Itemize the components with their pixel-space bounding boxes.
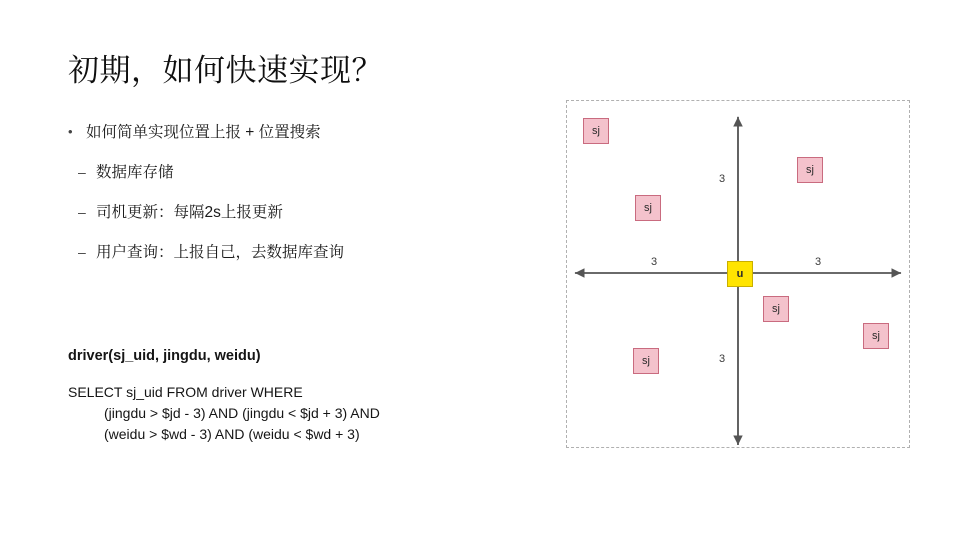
sql-line-1: SELECT sj_uid FROM driver WHERE <box>68 384 303 400</box>
driver-node: sj <box>583 118 609 144</box>
list-item <box>68 123 518 144</box>
driver-node: sj <box>635 195 661 221</box>
sql-line-2: (jingdu > $jd - 3) AND (jingdu < $jd + 3) AND <box>104 405 380 421</box>
bullet-dash-icon: – <box>78 204 86 221</box>
bullet-text: 司机更新：每隔2s上报更新 <box>96 204 283 222</box>
axis-label-right: 3 <box>815 256 822 268</box>
bullet-text: 用户查询：上报自己，去数据库查询 <box>96 243 345 261</box>
driver-node: sj <box>863 323 889 349</box>
bullet-list <box>68 123 518 264</box>
list-item <box>78 163 518 184</box>
page-title: 初期，如何快速实现？ <box>68 53 383 88</box>
code-block <box>68 348 538 445</box>
table-signature: driver(sj_uid, jingdu, weidu) <box>68 348 261 364</box>
bullet-dot-icon: • <box>68 124 73 140</box>
left-content-column <box>68 52 518 283</box>
list-item <box>78 243 518 264</box>
bullet-dash-icon: – <box>78 164 86 181</box>
axis-label-top: 3 <box>719 173 726 185</box>
sql-line-3: (weidu > $wd - 3) AND (weidu < $wd + 3) <box>104 426 360 442</box>
sql-query <box>68 382 538 445</box>
list-item <box>78 203 518 224</box>
user-node: u <box>727 261 753 287</box>
driver-node: sj <box>633 348 659 374</box>
bullet-dash-icon: – <box>78 243 86 260</box>
coordinate-diagram <box>566 100 910 448</box>
driver-node: sj <box>763 296 789 322</box>
axis-label-left: 3 <box>651 256 658 268</box>
bullet-text: 如何简单实现位置上报 + 位置搜索 <box>86 124 321 142</box>
driver-node: sj <box>797 157 823 183</box>
bullet-text: 数据库存储 <box>96 164 174 182</box>
axis-label-bottom: 3 <box>719 353 726 365</box>
